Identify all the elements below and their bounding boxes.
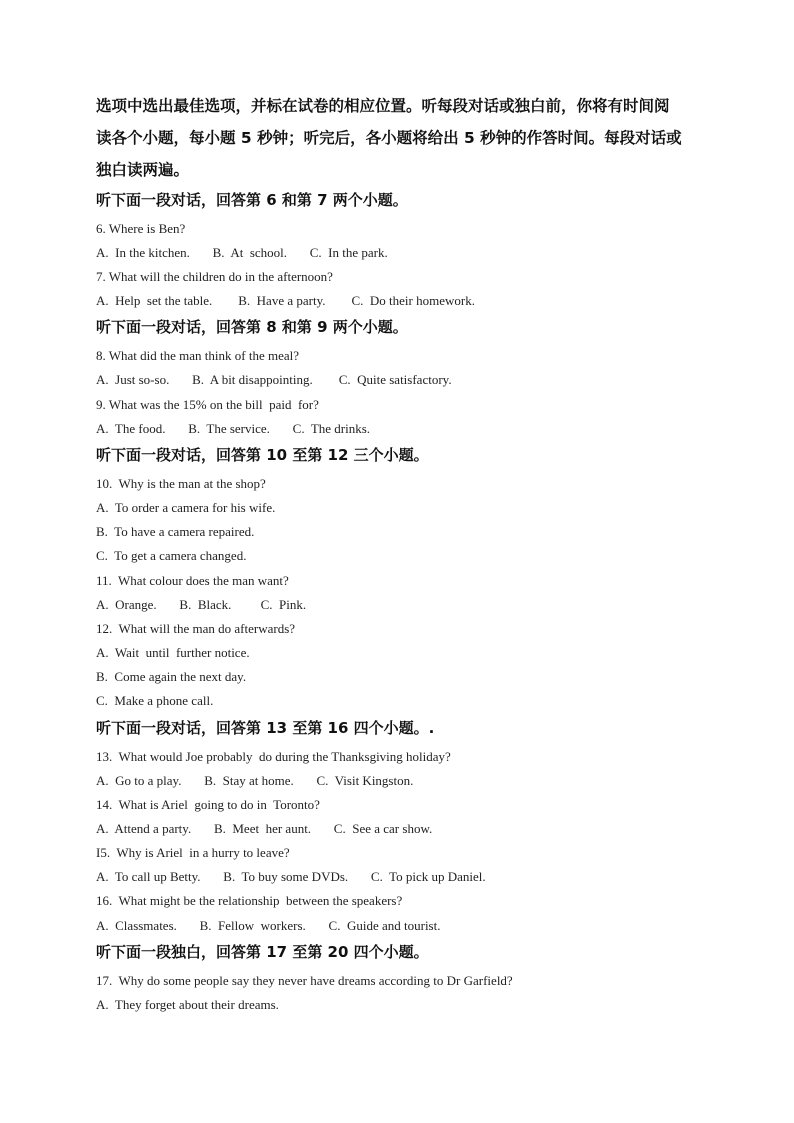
options-11: A. Orange. B. Black. C. Pink. (96, 597, 307, 612)
section-heading-8-9: 听下面一段对话，回答第 8 和第 9 两个小题。 (96, 318, 408, 336)
intro-line-1: 选项中选出最佳选项，并标在试卷的相应位置。听每段对话或独白前，你将有时间阅 (96, 97, 670, 115)
option-12c: C. Make a phone call. (96, 693, 214, 708)
options-9: A. The food. B. The service. C. The drinks. (96, 421, 371, 436)
question-16: 16. What might be the relationship between the speakers? (96, 893, 403, 908)
question-14: 14. What is Ariel going to do in Toronto? (96, 797, 320, 812)
options-15: A. To call up Betty. B. To buy some DVDs. C. To pick up Daniel. (96, 869, 486, 884)
question-9: 9. What was the 15% on the bill paid for? (96, 397, 319, 412)
options-13: A. Go to a play. B. Stay at home. C. Visit Kingston. (96, 773, 414, 788)
question-15: I5. Why is Ariel in a hurry to leave? (96, 845, 290, 860)
section-heading-6-7: 听下面一段对话，回答第 6 和第 7 两个小题。 (96, 191, 408, 209)
option-12b: B. Come again the next day. (96, 669, 247, 684)
option-10b: B. To have a camera repaired. (96, 524, 255, 539)
options-7: A. Help set the table. B. Have a party. C. Do their homework. (96, 293, 475, 308)
question-10: 10. Why is the man at the shop? (96, 476, 266, 491)
question-13: 13. What would Joe probably do during the Thanksgiving holiday? (96, 749, 451, 764)
question-7: 7. What will the children do in the afternoon? (96, 269, 333, 284)
options-16: A. Classmates. B. Fellow workers. C. Guide and tourist. (96, 918, 441, 933)
section-heading-10-12: 听下面一段对话，回答第 10 至第 12 三个小题。 (96, 446, 429, 464)
question-8: 8. What did the man think of the meal? (96, 348, 300, 363)
options-14: A. Attend a party. B. Meet her aunt. C. See a car show. (96, 821, 433, 836)
section-heading-13-16: 听下面一段对话，回答第 13 至第 16 四个小题。. (96, 719, 435, 737)
option-10c: C. To get a camera changed. (96, 548, 247, 563)
options-6: A. In the kitchen. B. At school. C. In the park. (96, 245, 388, 260)
option-17a: A. They forget about their dreams. (96, 997, 279, 1012)
option-12a: A. Wait until further notice. (96, 645, 250, 660)
options-8: A. Just so-so. B. A bit disappointing. C. Quite satisfactory. (96, 372, 452, 387)
section-heading-17-20: 听下面一段独白，回答第 17 至第 20 四个小题。 (96, 943, 429, 961)
question-12: 12. What will the man do afterwards? (96, 621, 296, 636)
intro-line-2: 读各个小题，每小题 5 秒钟；听完后，各小题将给出 5 秒钟的作答时间。每段对话或 (96, 129, 682, 147)
question-11: 11. What colour does the man want? (96, 573, 289, 588)
option-10a: A. To order a camera for his wife. (96, 500, 276, 515)
question-17: 17. Why do some people say they never have dreams according to Dr Garfield? (96, 973, 513, 988)
intro-line-3: 独白读两遍。 (96, 161, 190, 179)
question-6: 6. Where is Ben? (96, 221, 186, 236)
